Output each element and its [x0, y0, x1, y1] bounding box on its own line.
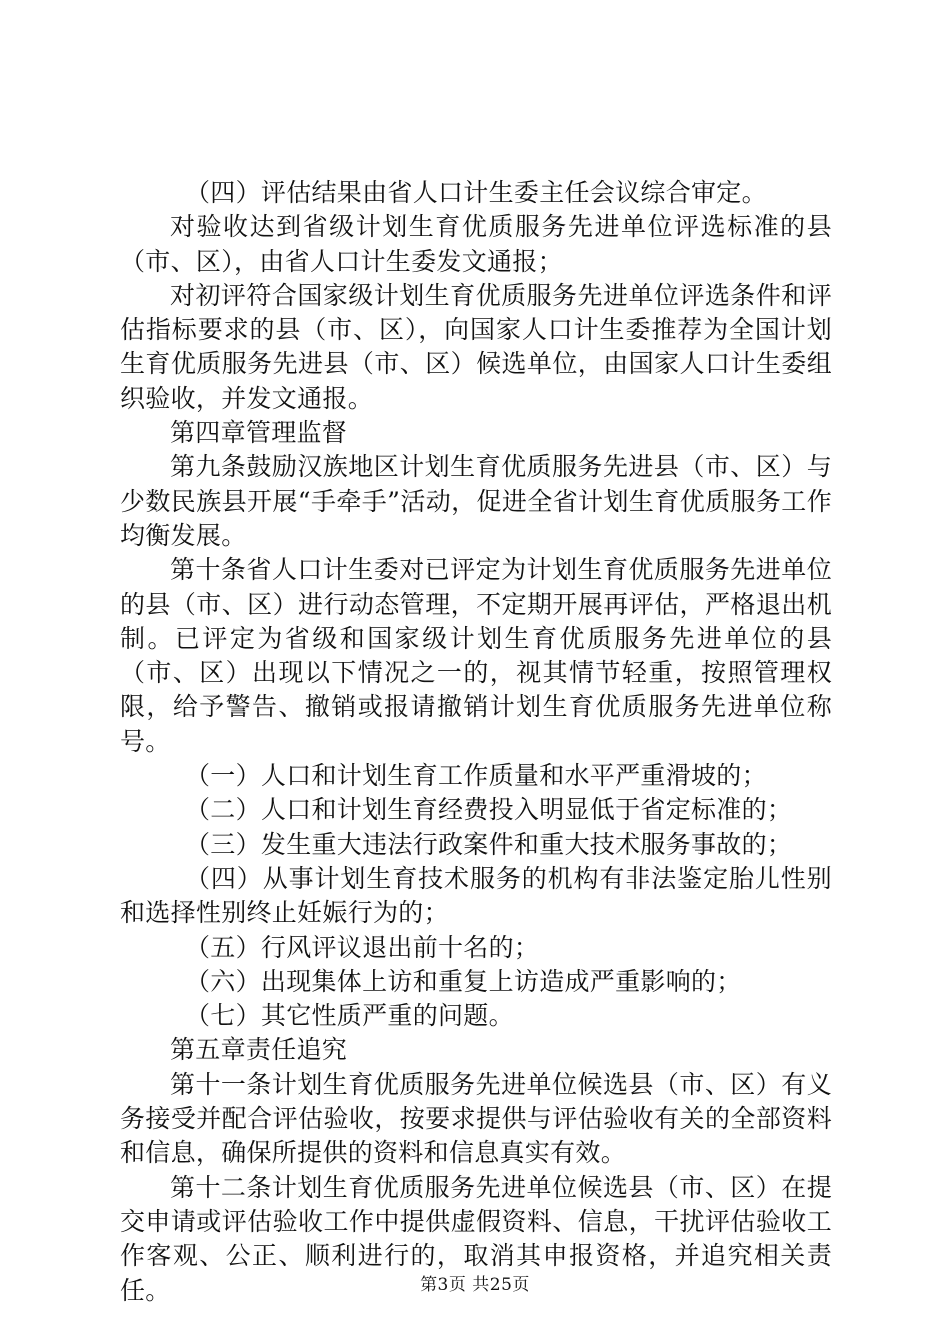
chapter-heading-4: 第四章管理监督 [170, 418, 348, 448]
article-10: 第十条省人口计生委对已评定为计划生育优质服务先进单位的县（市、区）进行动态管理，不定期开展再评估，严格退出机制。已评定为省级和国家级计划生育优质服务先进单位的县（市、区）出现以下情况之一的，视其情节轻重，按照管理权限，给予警告、撤销或报请撤销计划生育优质服务先进单位称号。 [120, 555, 832, 756]
list-item-3: （三）发生重大违法行政案件和重大技术服务事故的； [185, 829, 793, 859]
list-item-4: （四）从事计划生育技术服务的机构有非法鉴定胎儿性别和选择性别终止妊娠行为的； [120, 863, 832, 928]
article-9: 第九条鼓励汉族地区计划生育优质服务先进县（市、区）与少数民族县开展“手牵手”活动，促进全省计划生育优质服务工作均衡发展。 [120, 452, 832, 550]
list-item-7: （七）其它性质严重的问题。 [185, 1001, 514, 1031]
page-footer [0, 1270, 950, 1295]
paragraph-national-recommendation: 对初评符合国家级计划生育优质服务先进单位评选条件和评估指标要求的县（市、区），向国家人口计生委推荐为全国计划生育优质服务先进县（市、区）候选单位，由国家人口计生委组织验收，并发文通报。 [120, 280, 832, 413]
document-body [120, 176, 832, 1308]
paragraph-provincial-notice: 对验收达到省级计划生育优质服务先进单位评选标准的县（市、区），由省人口计生委发文通报； [120, 212, 832, 276]
list-item-evaluation-review: （四）评估结果由省人口计生委主任会议综合审定。 [185, 178, 767, 207]
list-item-6: （六）出现集体上访和重复上访造成严重影响的； [185, 966, 742, 996]
article-12: 第十二条计划生育优质服务先进单位候选县（市、区）在提交申请或评估验收工作中提供虚假资料、信息，干扰评估验收工作客观、公正、顺利进行的，取消其申报资格，并追究相关责任。 [120, 1172, 832, 1305]
list-item-1: （一）人口和计划生育工作质量和水平严重滑坡的； [185, 761, 767, 791]
page-number: 第3页 共25页 [420, 1275, 530, 1295]
chapter-heading-5: 第五章责任追究 [170, 1035, 348, 1065]
article-11: 第十一条计划生育优质服务先进单位候选县（市、区）有义务接受并配合评估验收，按要求提供与评估验收有关的全部资料和信息，确保所提供的资料和信息真实有效。 [120, 1069, 832, 1168]
list-item-2: （二）人口和计划生育经费投入明显低于省定标准的； [185, 795, 793, 825]
list-item-5: （五）行风评议退出前十名的； [185, 932, 540, 962]
